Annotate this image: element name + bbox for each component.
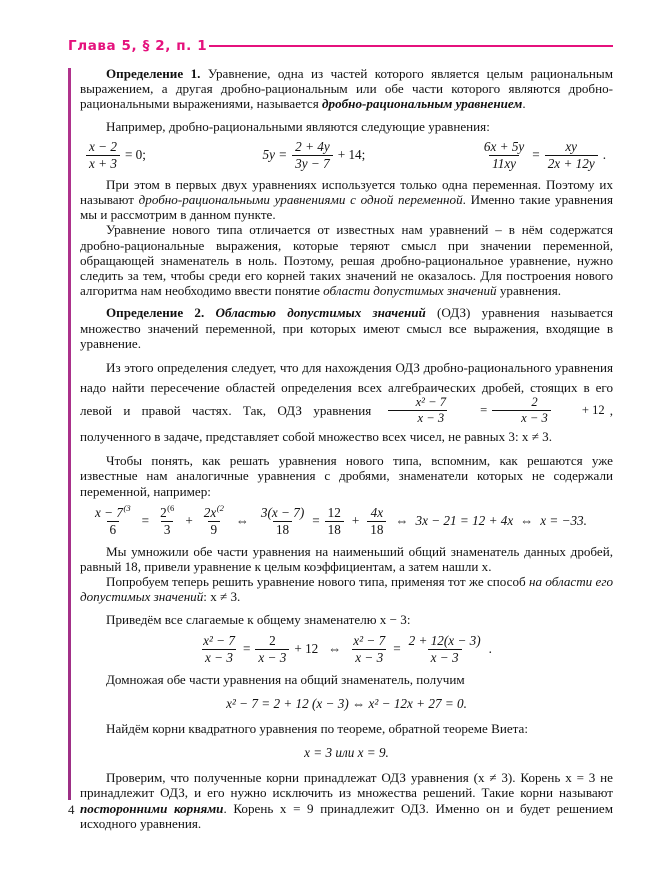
odz-inline-equation — [385, 396, 608, 426]
common-denominator-equation — [80, 634, 613, 665]
definition-1-text-b: . — [522, 96, 526, 112]
roots-row — [80, 745, 613, 761]
try-text-a: Попробуем теперь решить уравнение нового типа, применяя тот же способ — [106, 574, 529, 590]
chapter-section-label: Глава 5, § 2, п. 1 — [68, 38, 208, 54]
multiplied-paragraph: Мы умножили обе части уравнения на наименьший общий знаменатель данных дробей, равный 18, привели уравнение к целым коэффициентам, а затем нашли x. — [80, 543, 613, 575]
recall-equivalence-1: ⇔ — [235, 513, 249, 529]
definition-2-term: Областью допустимых значений — [215, 305, 426, 321]
quadratic-equation-row — [80, 696, 613, 712]
one-variable-paragraph — [80, 177, 613, 223]
fraction-3-left-denominator: 11xy — [489, 155, 519, 171]
definition-1-paragraph — [80, 66, 613, 112]
new-type-term: области допустимых значений — [323, 283, 497, 299]
recall-term-3-denominator: 9 — [208, 521, 221, 537]
fraction-1-denominator: x + 3 — [86, 155, 120, 171]
new-type-paragraph — [80, 222, 613, 298]
header-rule — [209, 45, 613, 47]
fraction-2-denominator: 3y − 7 — [292, 155, 333, 171]
cd-fraction-4-numerator: 2 + 12(x − 3) — [408, 632, 481, 648]
example-1-rhs: = 0; — [124, 147, 146, 163]
cd-fraction-3-denominator: x − 3 — [352, 649, 386, 665]
check-text-b: . Корень x = 9 принадлежит ОДЗ. Именно он и будет решением исходного уравнения. — [80, 800, 613, 831]
recall-term-2-numerator-text: 2 — [160, 504, 167, 520]
cd-plus-twelve: + 12 — [294, 641, 319, 657]
cd-fraction-2-numerator: 2 — [269, 632, 276, 648]
odz-text-a: Из этого определения следует, что для нахождения ОДЗ дробно-рационального уравнения надо найти пересечение областей определения всех алгебраических дробей, стоящих в его левой и правой частях. Так, ОДЗ уравнения — [80, 360, 613, 418]
definition-1-text-a: Уравнение, одна из частей которого является целым рациональным выражением, а другая дробно-рациональным или обе части которого являются дробно-рациональными выражениями, называется — [80, 66, 613, 112]
page-number: 4 — [68, 802, 75, 817]
check-text-a: Проверим, что полученные корни принадлежат ОДЗ уравнения (x ≠ 3). Корень x = 3 не принадлежит ОДЗ, и его нужно исключить из множества решений. Такие корни называют — [80, 770, 613, 801]
recall-operator-1: + — [185, 513, 193, 529]
odz-equals: = — [480, 403, 488, 418]
cd-fraction-3 — [350, 634, 388, 665]
recall-operator-2: + — [351, 513, 360, 529]
recall-term-1-multiplier: (3 — [123, 503, 131, 514]
recall-equivalence-3: ⇔ — [520, 513, 534, 529]
recall-term-2-denominator: 3 — [161, 521, 174, 537]
definition-2-label: Определение 2. — [106, 305, 205, 321]
recall-term-6 — [367, 506, 386, 537]
cd-fraction-1-denominator: x − 3 — [202, 649, 236, 665]
example-2-lhs: 5y = — [262, 147, 288, 163]
recall-term-5 — [325, 506, 344, 537]
recall-equation-chain — [80, 503, 613, 537]
cd-fraction-2-denominator: x − 3 — [255, 649, 289, 665]
recall-term-2-numerator — [157, 503, 177, 521]
cd-period: . — [488, 641, 492, 657]
recall-term-2-multiplier: (6 — [167, 503, 175, 514]
recall-term-1 — [92, 503, 134, 537]
fraction-1 — [86, 140, 120, 171]
recall-linear-equation: 3x − 21 = 12 + 4x — [415, 513, 514, 529]
example-3-period: . — [602, 147, 606, 163]
odz-paragraph — [80, 358, 613, 446]
fraction-3-left-numerator: 6x + 5y — [483, 138, 525, 154]
recall-term-4-denominator: 18 — [273, 521, 292, 537]
recall-term-1-denominator: 6 — [107, 521, 120, 537]
odz-plus-twelve: + 12 — [581, 403, 605, 418]
recall-term-3-multiplier: (2 — [216, 503, 224, 514]
page-content — [80, 66, 613, 831]
recall-equivalence-2: ⇔ — [395, 513, 409, 529]
multiply-out-paragraph: Домножая обе части уравнения на общий знаменатель, получим — [106, 671, 465, 687]
definition-2-paragraph — [80, 305, 613, 351]
new-type-text-b: уравнения. — [496, 283, 562, 299]
cd-equals-2: = — [393, 641, 401, 657]
one-variable-text-b: . Именно такие уравнения мы и рассмотрим в данном пункте. — [80, 192, 614, 223]
cd-fraction-2 — [255, 634, 289, 665]
cd-fraction-1 — [200, 634, 238, 665]
odz-text-b: , полученного в задаче, представляет собой множество всех чисел, не равных 3: x ≠ 3. — [80, 402, 613, 444]
try-italic-term: на области его допустимых значений — [80, 574, 613, 605]
recall-term-3-numerator-text: 2x — [203, 504, 217, 520]
fraction-3-right-denominator: 2x + 12y — [545, 155, 598, 171]
recall-solution: x = −33. — [540, 513, 587, 529]
cd-fraction-4 — [406, 634, 484, 665]
odz-fraction-right-numerator: 2 — [531, 395, 538, 410]
fraction-1-numerator: x − 2 — [89, 138, 117, 154]
recall-term-4 — [258, 506, 307, 537]
one-variable-term: дробно-рациональными уравнениями с одной переменной — [138, 192, 463, 208]
cd-fraction-1-numerator: x² − 7 — [203, 632, 235, 648]
cd-equals-1: = — [242, 641, 251, 657]
common-denominator-lead: Приведём все слагаемые к общему знаменателю x − 3: — [106, 611, 411, 627]
recall-term-1-numerator — [92, 503, 134, 521]
recall-relation-1: = — [141, 513, 150, 529]
recall-term-5-numerator: 12 — [327, 504, 341, 520]
definition-1-label: Определение 1. — [106, 66, 201, 81]
recall-relation-2: = — [312, 513, 320, 529]
try-paragraph — [80, 574, 613, 604]
recall-term-6-numerator: 4x — [370, 504, 384, 520]
odz-fraction-left-denominator: x − 3 — [388, 410, 447, 426]
quadratic-equation: x² − 7 = 2 + 12 (x − 3) ⇔ x² − 12x + 27 = 0. — [226, 696, 467, 712]
odz-fraction-right-denominator: x − 3 — [492, 410, 551, 426]
example-equation-1 — [84, 140, 149, 171]
one-variable-text-a: При этом в первых двух уравнениях используется только одна переменная. Поэтому их называют — [80, 176, 613, 208]
fraction-3-right — [545, 140, 598, 171]
cd-fraction-4-denominator: x − 3 — [428, 649, 462, 665]
recall-term-4-numerator: 3(x − 7) — [260, 504, 305, 520]
odz-fraction-right — [492, 396, 551, 426]
odz-fraction-left — [387, 396, 449, 426]
cd-equivalence: ⇔ — [328, 641, 342, 657]
example-equation-3 — [479, 140, 609, 171]
odz-fraction-left-numerator: x² − 7 — [415, 395, 447, 410]
recall-term-3-numerator — [201, 503, 227, 521]
example-equations-row — [80, 140, 613, 171]
example-2-rhs: + 14; — [337, 147, 366, 163]
fraction-3-right-numerator: xy — [565, 138, 578, 154]
running-head — [68, 38, 613, 60]
fraction-3-left — [481, 140, 527, 171]
fraction-2-numerator: 2 + 4y — [295, 138, 330, 154]
example-3-equals: = — [532, 147, 540, 163]
recall-paragraph: Чтобы понять, как решать уравнения нового типа, вспомним, как решаются уже известные нам аналогичные уравнения с дробями, знаменатели которых не содержали переменной, например: — [80, 453, 613, 499]
recall-term-5-denominator: 18 — [325, 521, 344, 537]
cd-fraction-3-numerator: x² − 7 — [353, 632, 386, 648]
recall-term-2 — [157, 503, 177, 537]
check-term: посторонними корнями — [80, 800, 224, 816]
new-type-text-a: Уравнение нового типа отличается от известных нам уравнений – в нём содержатся дробно-рациональные выражения, которые теряют смысл при значении переменной, обращающей знаменатель в ноль. Поэтому, решая дробно-рациональное уравнение, нужно следить за тем, чтобы среди его корней таких значений не оказалось. Для построения нового алгоритма нам необходимо ввести понятие — [80, 222, 613, 299]
left-accent-bar — [68, 68, 71, 800]
check-paragraph — [80, 770, 613, 831]
try-text-b: : x ≠ 3. — [203, 589, 241, 605]
fraction-2 — [292, 140, 333, 171]
recall-term-3 — [201, 503, 227, 537]
vieta-paragraph: Найдём корни квадратного уравнения по теореме, обратной теореме Виета: — [106, 721, 528, 737]
examples-lead-paragraph: Например, дробно-рациональными являются следующие уравнения: — [106, 118, 490, 134]
definition-2-text: (ОДЗ) уравнения называется множество значений переменной, при которых имеют смысл все выражения, входящие в уравнение. — [80, 305, 613, 351]
recall-term-6-denominator: 18 — [367, 521, 386, 537]
recall-term-1-numerator-text: x − 7 — [95, 504, 123, 520]
example-equation-2 — [260, 140, 369, 171]
roots-equation: x = 3 или x = 9. — [304, 745, 389, 761]
definition-1-term: дробно-рациональным уравнением — [322, 96, 523, 112]
